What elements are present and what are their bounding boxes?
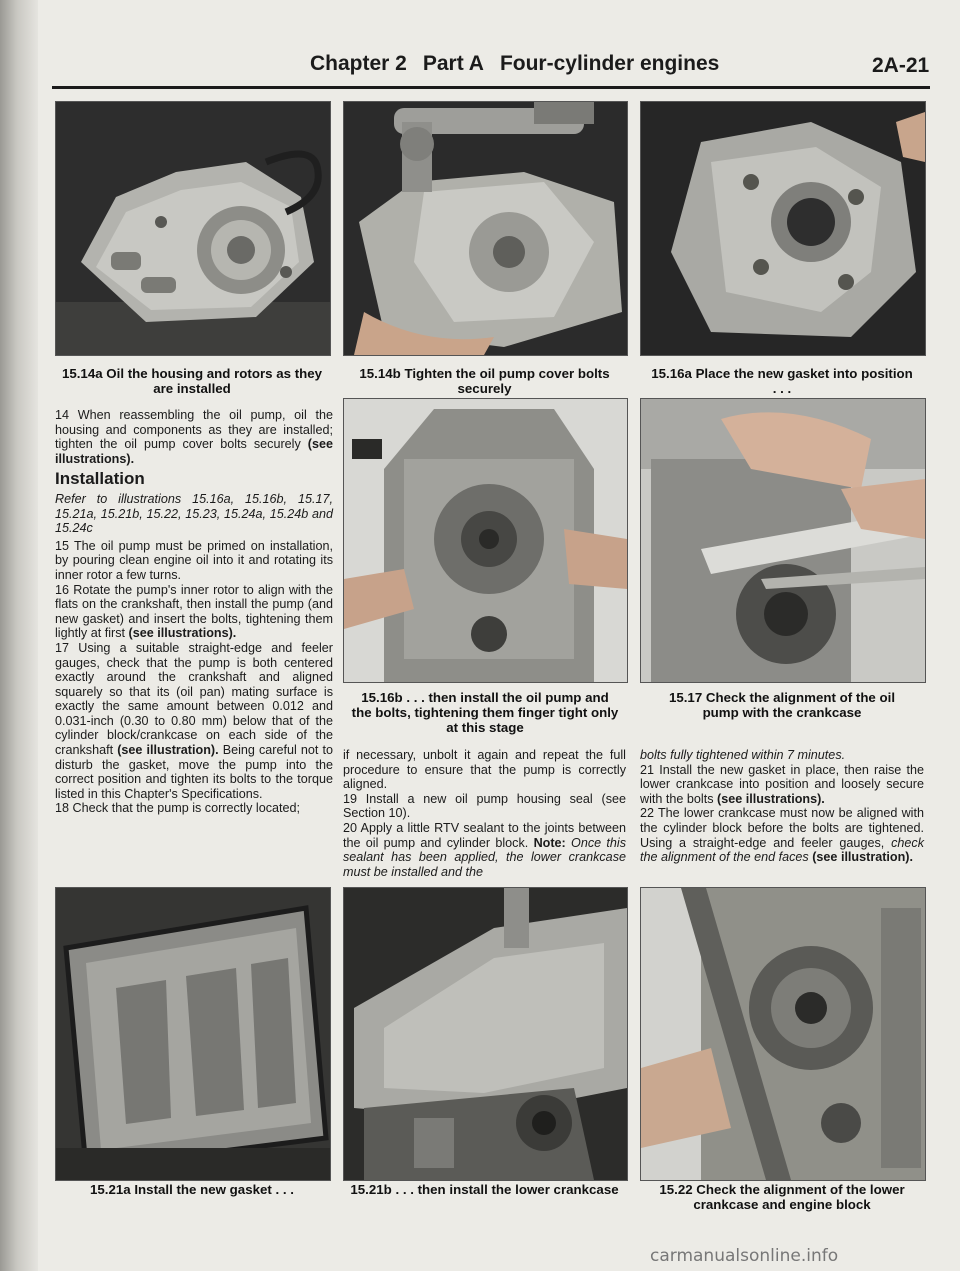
page-header — [310, 52, 719, 76]
book-binding-shadow — [0, 0, 38, 1271]
para-16-see: (see illustrations). — [128, 626, 237, 641]
photo-15-17 — [640, 398, 926, 683]
para-14 — [55, 408, 333, 466]
para-21-see: (see illustrations). — [717, 791, 825, 806]
middle-column — [343, 748, 626, 879]
caption-15-22: 15.22 Check the alignment of the lower crankcase and engine block — [659, 1182, 905, 1212]
caption-15-21b: 15.21b . . . then install the lower crankcase — [350, 1182, 619, 1197]
para-18-cont: if necessary, unbolt it again and repeat the full procedure to ensure that the pump is correctly aligned. — [343, 748, 626, 792]
para-17-text-a: 17 Using a suitable straight-edge and feeler gauges, check that the pump is both centered exactly around the crankshaft and aligned squarely so that its (oil pan) mating surface is exactly the same amount between 0.012 and 0.031-inch (0.30 to 0.80 mm) below that of the cylinder block/crankcase on each side of the crankshaft — [55, 640, 333, 758]
section-heading-installation: Installation — [55, 469, 145, 489]
para-17-see: (see illustration). — [117, 743, 219, 758]
para-19: 19 Install a new oil pump housing seal (see Section 10). — [343, 791, 626, 821]
header-rule — [52, 86, 930, 89]
para-22-text: 22 The lower crankcase must now be aligned with the cylinder block before the bolts are tightened. Using a straight-edge and feeler gauges, — [640, 806, 924, 850]
caption-15-16b: 15.16b . . . then install the oil pump and the bolts, tightening them finger tight only at this stage — [351, 690, 619, 735]
illustration-references: Refer to illustrations 15.16a, 15.16b, 15.17, 15.21a, 15.21b, 15.22, 15.23, 15.24a, 15.24b and 15.24c — [55, 491, 333, 536]
page-number: 2A-21 — [872, 54, 930, 77]
caption-15-17: 15.17 Check the alignment of the oil pump with the crankcase — [668, 690, 896, 720]
caption-15-16a: 15.16a Place the new gasket into position . . . — [651, 366, 913, 396]
para-22-italic: check the alignment of the end faces — [640, 835, 924, 865]
para-17 — [55, 641, 333, 802]
photo-15-21a — [55, 887, 331, 1181]
header-part: Part A — [422, 52, 484, 75]
para-21-text: 21 Install the new gasket in place, then raise the lower crankcase into position and loosely secure with the bolts — [640, 762, 924, 806]
photo-15-21b — [343, 887, 628, 1181]
watermark: carmanualsonline.info — [650, 1246, 839, 1266]
caption-15-14a: 15.14a Oil the housing and rotors as they are installed — [61, 366, 323, 396]
para-20-text: 20 Apply a little RTV sealant to the joints between the oil pump and cylinder block. — [343, 820, 626, 850]
photo-15-16a — [640, 101, 926, 356]
para-15: 15 The oil pump must be primed on installation, by pouring clean engine oil into it and rotating its inner rotor a few turns. — [55, 538, 333, 582]
para-22 — [640, 806, 924, 864]
photo-15-22 — [640, 887, 926, 1181]
photo-15-14a — [55, 101, 331, 356]
note-text: Once this sealant has been applied, the lower crankcase must be installed and the — [343, 835, 627, 879]
para-20-cont — [640, 748, 924, 763]
note-label: Note: — [533, 835, 566, 850]
para-22-see: (see illustration). — [812, 850, 914, 865]
para-20-cont-text: bolts fully tightened within 7 minutes. — [640, 748, 846, 762]
photo-15-14b — [343, 101, 628, 356]
para-20 — [343, 821, 626, 879]
para-14-see: (see illustrations). — [55, 437, 333, 466]
header-section: Four-cylinder engines — [499, 52, 720, 75]
right-column — [640, 748, 924, 865]
para-14-text: 14 When reassembling the oil pump, oil the housing and components as they are installed; tighten the oil pump cover bolts securely — [55, 408, 333, 452]
caption-15-14b: 15.14b Tighten the oil pump cover bolts securely — [359, 366, 610, 396]
para-16 — [55, 583, 333, 641]
para-16-text: 16 Rotate the pump's inner rotor to align with the flats on the crankshaft, then install the pump (and new gasket) and insert the bolts, tightening them lightly at first — [55, 582, 333, 641]
para-17-text-b: Being careful not to disturb the gasket, move the pump into the correct position and tighten its bolts to the torque listed in this Chapter's Specifications. — [55, 743, 334, 801]
caption-15-21a: 15.21a Install the new gasket . . . — [90, 1182, 294, 1197]
header-chapter: Chapter 2 — [310, 52, 407, 75]
photo-15-16b — [343, 398, 628, 683]
para-21 — [640, 763, 924, 807]
left-column — [55, 408, 333, 816]
para-18: 18 Check that the pump is correctly located; — [55, 801, 301, 816]
